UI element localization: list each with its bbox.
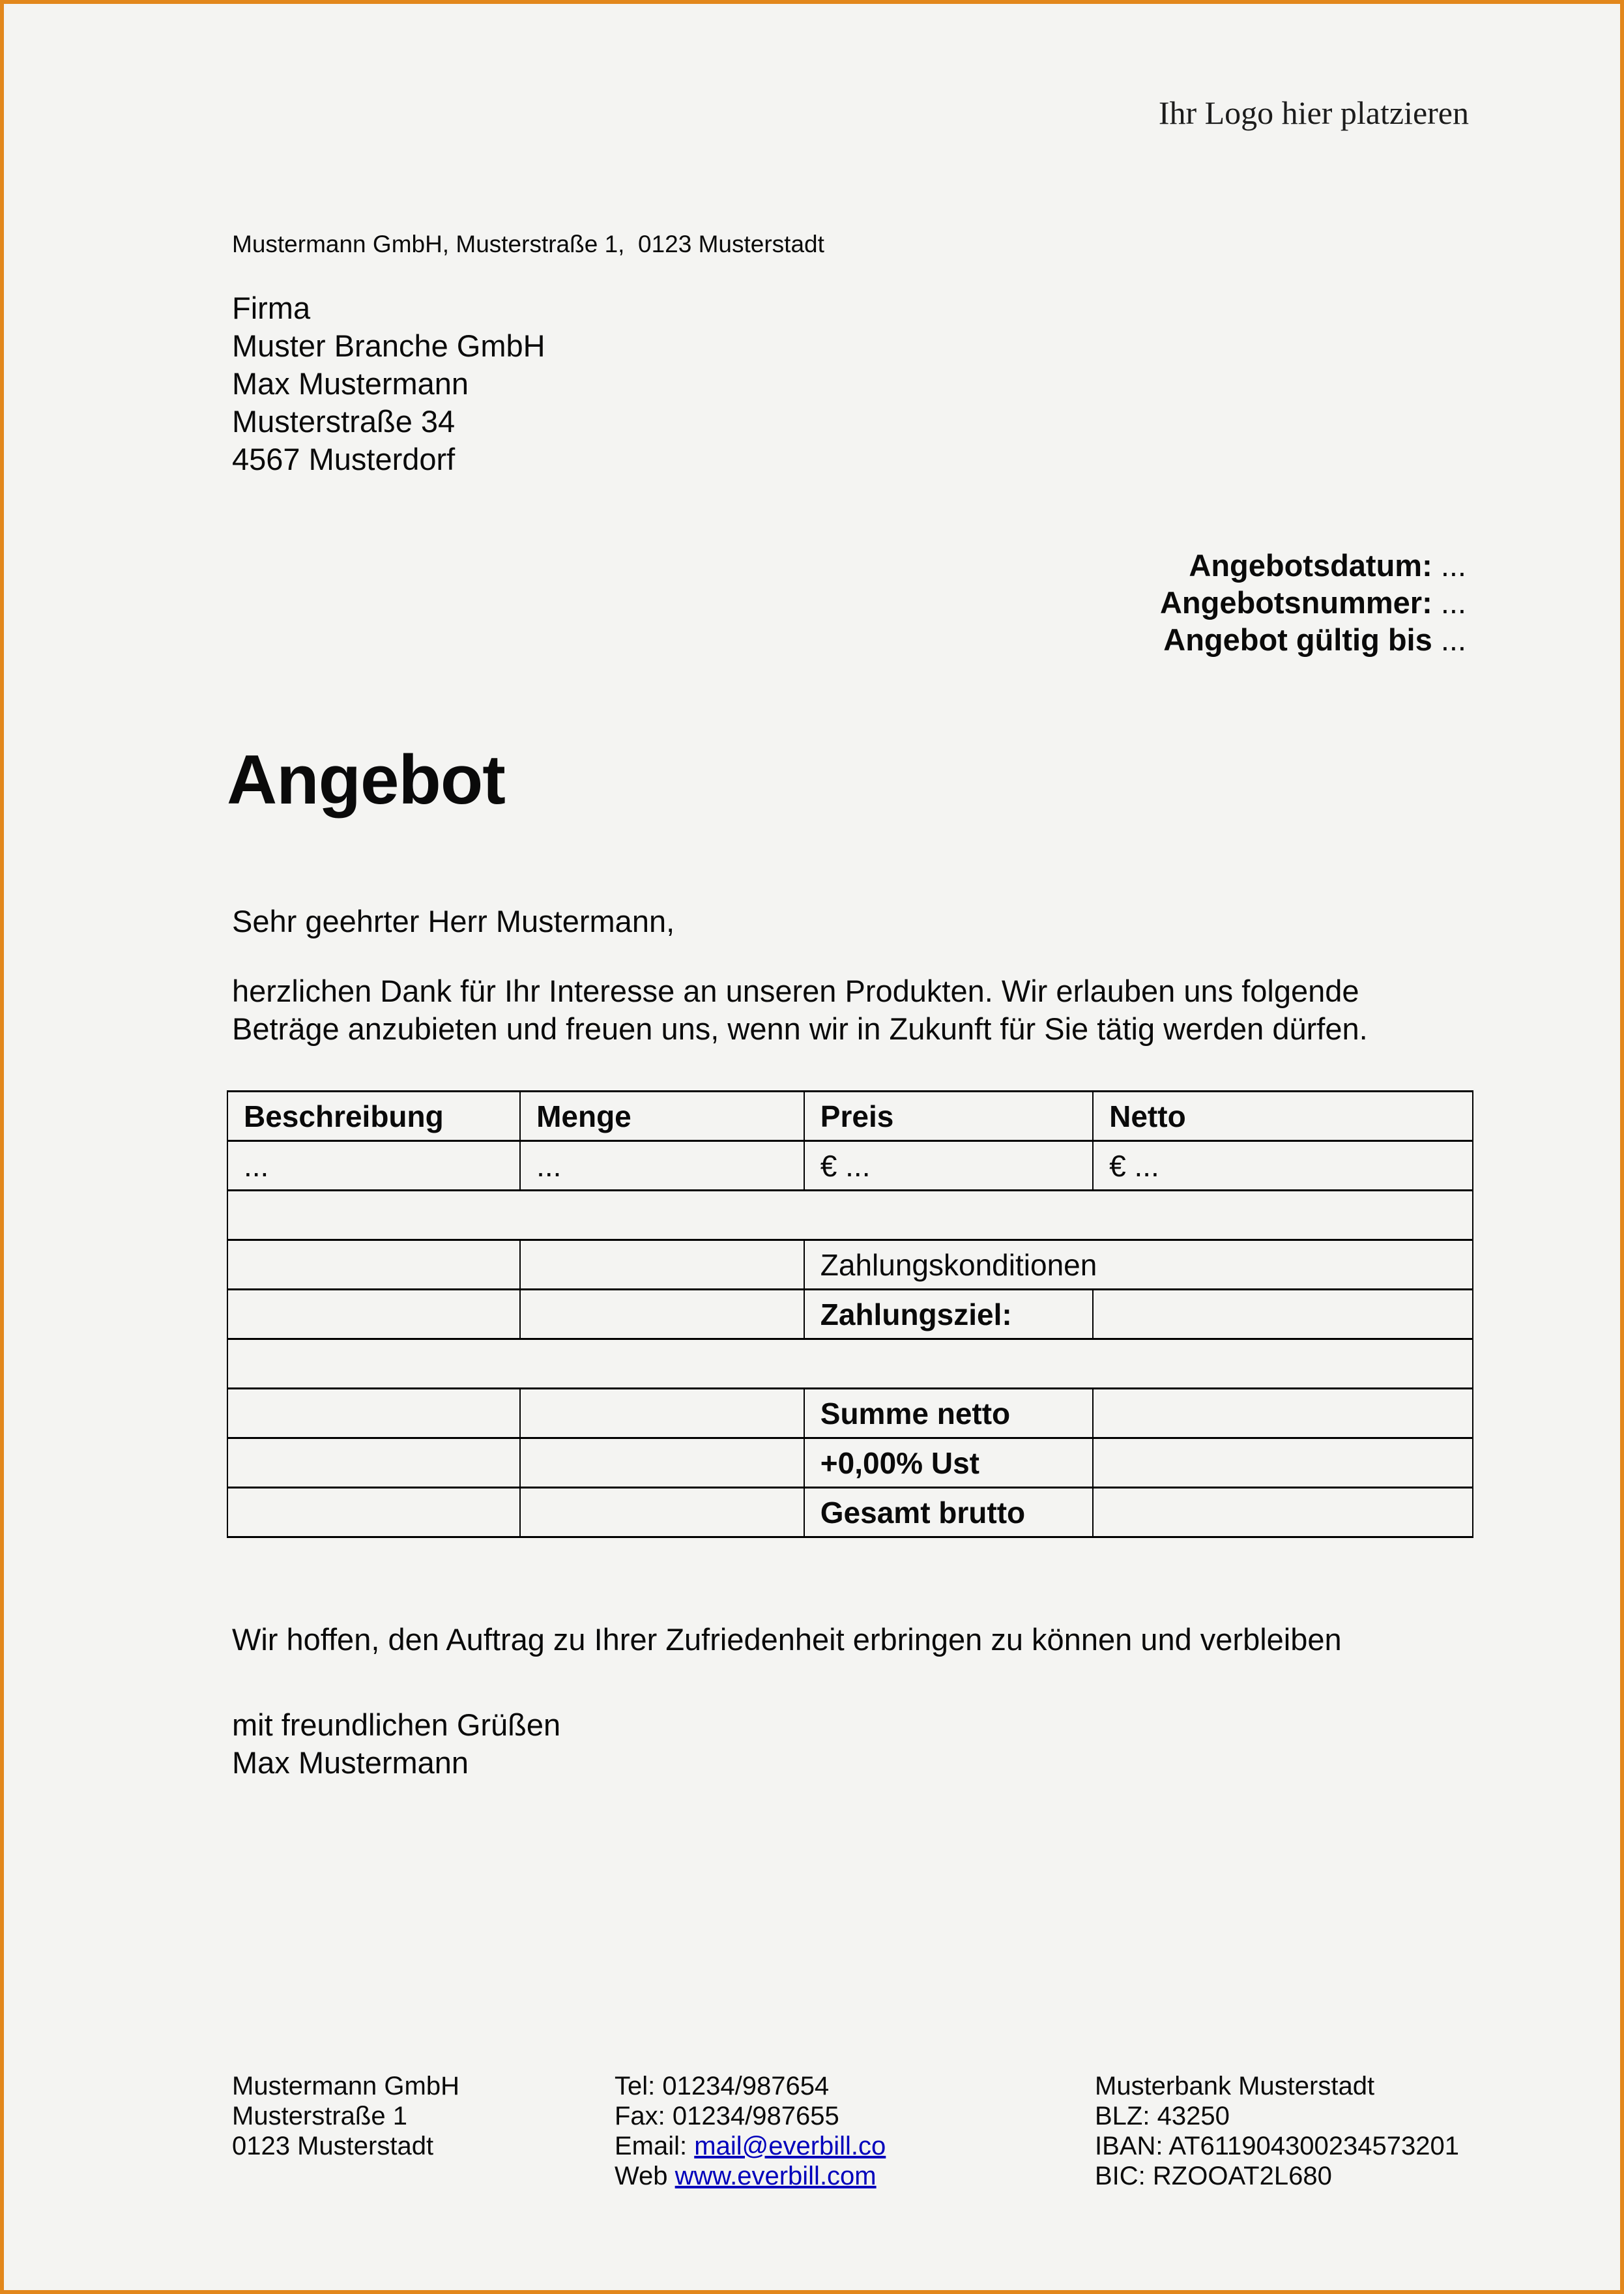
footer-web-row: [615, 2161, 886, 2191]
sender-address-line: Mustermann GmbH, Musterstraße 1, 0123 Musterstadt: [232, 231, 824, 257]
item-price-cell: € ...: [804, 1141, 1093, 1191]
closing-paragraph: Wir hoffen, den Auftrag zu Ihrer Zufriedenheit erbringen zu können und verbleiben: [232, 1622, 1342, 1657]
empty-cell: [227, 1438, 520, 1488]
column-header-net: Netto: [1093, 1092, 1473, 1141]
signoff-name: Max Mustermann: [232, 1745, 469, 1780]
offer-number-value: ...: [1440, 585, 1466, 620]
table-header-row: [227, 1092, 1473, 1141]
column-header-quantity: Menge: [520, 1092, 804, 1141]
spacer-row: [227, 1339, 1473, 1389]
empty-cell: [520, 1240, 804, 1290]
footer-company-street: Musterstraße 1: [232, 2102, 407, 2130]
offer-number-label: Angebotsnummer:: [1159, 585, 1432, 620]
footer-bank-iban: IBAN: AT611904300234573201: [1095, 2132, 1459, 2160]
footer-bank-bic: BIC: RZOOAT2L680: [1095, 2162, 1332, 2190]
offer-valid-until-label: Angebot gültig bis: [1163, 622, 1432, 657]
offer-valid-until-row: [1160, 621, 1466, 658]
item-row: [227, 1141, 1473, 1191]
total-gross-value-cell: [1093, 1488, 1473, 1537]
intro-paragraph: herzlichen Dank für Ihr Interesse an unseren Produkten. Wir erlauben uns folgende Beträge anzubieten und freuen uns, wenn wir in Zukunft für Sie tätig werden dürfen.: [232, 974, 1368, 1046]
offer-date-row: [1160, 547, 1466, 584]
empty-cell: [520, 1389, 804, 1438]
spacer-cell: [227, 1191, 1473, 1240]
vat-value-cell: [1093, 1438, 1473, 1488]
footer-company-city: 0123 Musterstadt: [232, 2132, 434, 2160]
sum-net-label-cell: Summe netto: [804, 1389, 1093, 1438]
empty-cell: [227, 1389, 520, 1438]
sum-net-value-cell: [1093, 1389, 1473, 1438]
item-net-cell: € ...: [1093, 1141, 1473, 1191]
offer-date-value: ...: [1440, 548, 1466, 583]
recipient-line-street: Musterstraße 34: [232, 404, 456, 439]
footer-email-label: Email:: [615, 2132, 688, 2160]
payment-target-value-cell: [1093, 1290, 1473, 1339]
payment-conditions-row: [227, 1240, 1473, 1290]
vat-label-cell: +0,00% Ust: [804, 1438, 1093, 1488]
column-header-description: Beschreibung: [227, 1092, 520, 1141]
footer-web-label: Web: [615, 2162, 668, 2190]
footer-bank-block: [1095, 2071, 1459, 2191]
offer-items-table: [227, 1090, 1473, 1538]
offer-number-row: [1160, 584, 1466, 621]
offer-date-label: Angebotsdatum:: [1189, 548, 1432, 583]
empty-cell: [227, 1240, 520, 1290]
salutation-text: Sehr geehrter Herr Mustermann,: [232, 904, 675, 938]
empty-cell: [520, 1438, 804, 1488]
recipient-line-company: Muster Branche GmbH: [232, 328, 545, 363]
offer-valid-until-value: ...: [1440, 622, 1466, 657]
empty-cell: [520, 1488, 804, 1537]
empty-cell: [227, 1290, 520, 1339]
footer-contact-block: [615, 2071, 886, 2191]
empty-cell: [520, 1290, 804, 1339]
vat-row: [227, 1438, 1473, 1488]
footer-company-block: [232, 2071, 459, 2161]
total-gross-row: [227, 1488, 1473, 1537]
payment-conditions-cell: Zahlungskonditionen: [804, 1240, 1473, 1290]
empty-cell: [227, 1488, 520, 1537]
footer-fax: Fax: 01234/987655: [615, 2102, 839, 2130]
column-header-price: Preis: [804, 1092, 1093, 1141]
offer-meta-block: [1160, 547, 1466, 658]
footer-bank-blz: BLZ: 43250: [1095, 2102, 1230, 2130]
signoff-block: [232, 1706, 560, 1782]
payment-target-label-cell: Zahlungsziel:: [804, 1290, 1093, 1339]
payment-target-row: [227, 1290, 1473, 1339]
footer-company-name: Mustermann GmbH: [232, 2072, 459, 2100]
signoff-greeting: mit freundlichen Grüßen: [232, 1707, 561, 1742]
sum-net-row: [227, 1389, 1473, 1438]
logo-placeholder-text: Ihr Logo hier platzieren: [1158, 94, 1469, 131]
footer-email-link[interactable]: mail@everbill.co: [694, 2132, 886, 2160]
footer-web-link[interactable]: www.everbill.com: [674, 2162, 877, 2190]
item-description-cell: ...: [227, 1141, 520, 1191]
footer-bank-name: Musterbank Musterstadt: [1095, 2072, 1375, 2100]
spacer-row: [227, 1191, 1473, 1240]
recipient-line-name: Max Mustermann: [232, 366, 469, 401]
recipient-line-firma: Firma: [232, 291, 311, 325]
footer-email-row: [615, 2131, 886, 2161]
item-quantity-cell: ...: [520, 1141, 804, 1191]
total-gross-label-cell: Gesamt brutto: [804, 1488, 1093, 1537]
recipient-address-block: [232, 289, 545, 478]
recipient-line-city: 4567 Musterdorf: [232, 442, 456, 476]
page-title: Angebot: [227, 740, 505, 819]
spacer-cell: [227, 1339, 1473, 1389]
footer-tel: Tel: 01234/987654: [615, 2072, 830, 2100]
